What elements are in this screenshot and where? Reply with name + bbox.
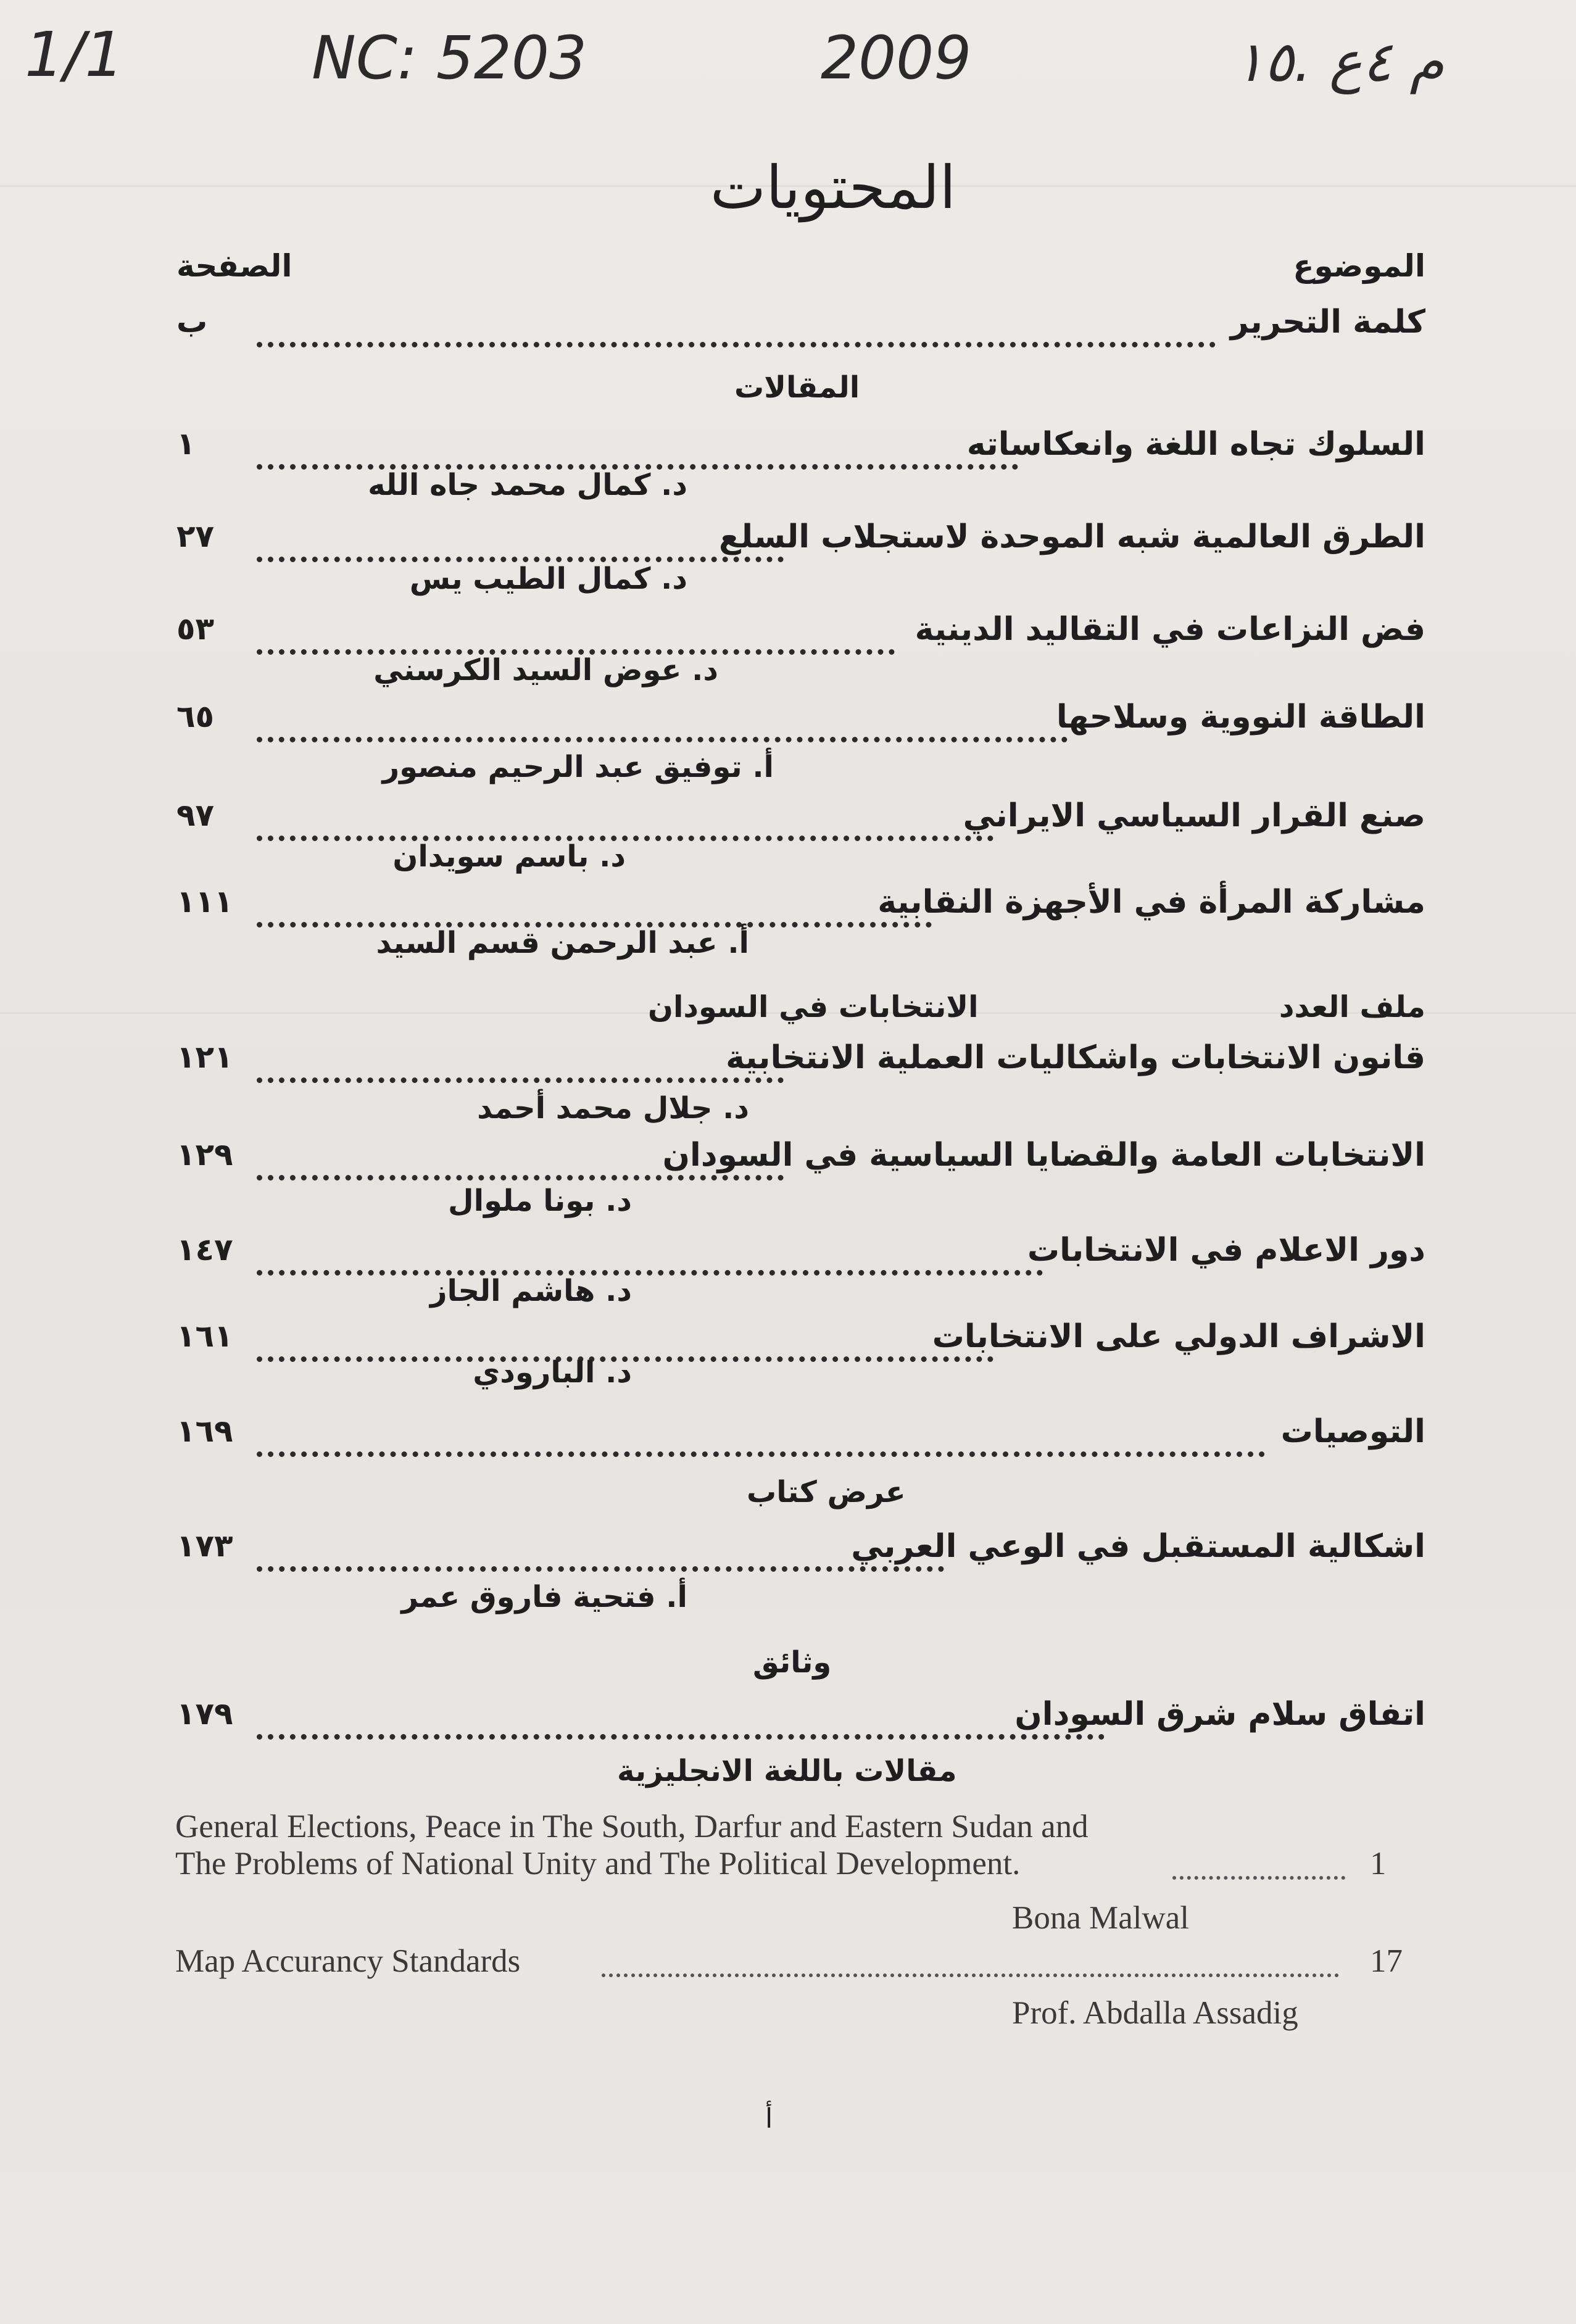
toc-entry-title: اشكالية المستقبل في الوعي العربي [851,1528,1425,1565]
handwritten-class-code: م ٤ع .١٥ [1234,30,1445,94]
toc-entry-title: صنع القرار السياسي الايراني [963,797,1425,834]
toc-page-number: ٥٣ [176,611,215,647]
dot-leader [257,1053,784,1083]
toc-author: د. هاشم الجاز [429,1274,632,1308]
toc-row-editorial [176,304,1425,355]
dot-leader [257,1427,1265,1457]
toc-row [176,611,1425,663]
toc-entry-title: قانون الانتخابات واشكاليات العملية الانتخابية [726,1039,1425,1076]
toc-row [176,426,1425,478]
section-heading-english: مقالات باللغة الانجليزية [617,1754,957,1788]
section-heading-articles: المقالات [734,370,860,405]
toc-row [176,1137,1425,1189]
english-author: Prof. Abdalla Assadig [1012,1995,1298,2031]
toc-row [176,699,1425,750]
english-author: Bona Malwal [1012,1900,1190,1936]
toc-row [176,1039,1425,1091]
toc-author: د. عوض السيد الكرسني [373,653,718,687]
toc-page-number: ١٤٧ [176,1232,233,1268]
dot-leader [1172,1857,1345,1880]
toc-entry-title: الانتخابات العامة والقضايا السياسية في السودان [662,1137,1425,1174]
page-title: المحتويات [710,153,956,222]
toc-entry-title: الاشراف الدولي على الانتخابات [932,1318,1425,1355]
toc-entry-title: التوصيات [1280,1413,1425,1450]
toc-row [176,1696,1425,1748]
handwritten-year: 2009 [821,23,972,93]
toc-page-number: ٢٧ [176,518,215,554]
toc-entry-title: فض النزاعات في التقاليد الدينية [914,611,1425,648]
toc-author: د. كمال الطيب يس [409,562,687,596]
english-entry-title: Map Accurancy Standards [175,1943,521,1979]
toc-row [176,1528,1425,1580]
english-entry-title-line1: General Elections, Peace in The South, Darfur and Eastern Sudan and [175,1809,1089,1845]
toc-page-number: ١١١ [176,884,233,919]
toc-row [176,1232,1425,1284]
dot-leader [257,532,784,562]
toc-row [176,1413,1425,1465]
dot-leader [257,811,993,841]
dot-leader [257,1245,1043,1276]
toc-author: أ. عبد الرحمن قسم السيد [376,926,749,960]
toc-entry-title: الطرق العالمية شبه الموحدة لاستجلاب السلع [719,518,1425,555]
toc-row [176,1318,1425,1370]
dot-leader [257,1542,944,1572]
dot-leader [257,317,1216,347]
section-heading-elections: الانتخابات في السودان [648,990,979,1024]
toc-page-number: ١ [176,426,196,462]
dot-leader [257,897,932,928]
toc-entry-title: الطاقة النووية وسلاحها [1056,699,1425,736]
toc-author: د. كمال محمد جاه الله [368,468,687,502]
topic-header: الموضوع [1293,248,1425,284]
toc-page-number: ١٢١ [176,1039,233,1075]
english-entry-title-line2: The Problems of National Unity and The Political Development. [175,1846,1021,1882]
toc-entry-title: اتفاق سلام شرق السودان [1014,1696,1425,1733]
toc-row [176,797,1425,849]
dot-leader [602,1955,1339,1977]
toc-entry-title: كلمة التحرير [1230,304,1425,341]
section-heading-book-review: عرض كتاب [747,1475,906,1509]
toc-entry-title: دور الاعلام في الانتخابات [1027,1232,1425,1269]
toc-author: أ. توفيق عبد الرحيم منصور [382,750,774,784]
toc-page-number: ١٧٣ [176,1528,233,1564]
section-heading-documents: وثائق [753,1645,832,1680]
handwritten-mark: 1/1 [25,19,124,91]
toc-author: د. البارودي [473,1355,632,1390]
toc-page-number: ١٦١ [176,1318,233,1354]
toc-page-number: ٦٥ [176,699,215,734]
toc-author: د. جلال محمد أحمد [477,1091,749,1126]
dot-leader [257,1709,1105,1740]
toc-page-number: ب [176,304,208,339]
english-page-number: 17 [1370,1943,1403,1979]
page-header: الصفحة [176,248,292,284]
toc-page-number: ٩٧ [176,797,215,833]
toc-page-number: ١٢٩ [176,1137,233,1172]
toc-entry-title: السلوك تجاه اللغة وانعكاساته [966,426,1425,463]
toc-row [176,884,1425,936]
toc-author: د. بونا ملوال [448,1184,632,1218]
handwritten-reference: NC: 5203 [312,23,587,93]
toc-page-number: ١٧٩ [176,1696,233,1732]
dot-leader [257,625,895,655]
section-label-file: ملف العدد [1279,990,1425,1024]
toc-entry-title: مشاركة المرأة في الأجهزة النقابية [877,884,1425,921]
dot-leader [257,1150,784,1181]
dot-leader [257,439,1018,470]
toc-author: أ. فتحية فاروق عمر [401,1580,687,1614]
toc-row [176,518,1425,570]
toc-page-number: ١٦٩ [176,1413,233,1449]
footer-page-number: أ [765,2103,773,2135]
toc-author: د. باسم سويدان [392,839,626,874]
english-page-number: 1 [1370,1846,1387,1882]
dot-leader [257,712,1068,742]
